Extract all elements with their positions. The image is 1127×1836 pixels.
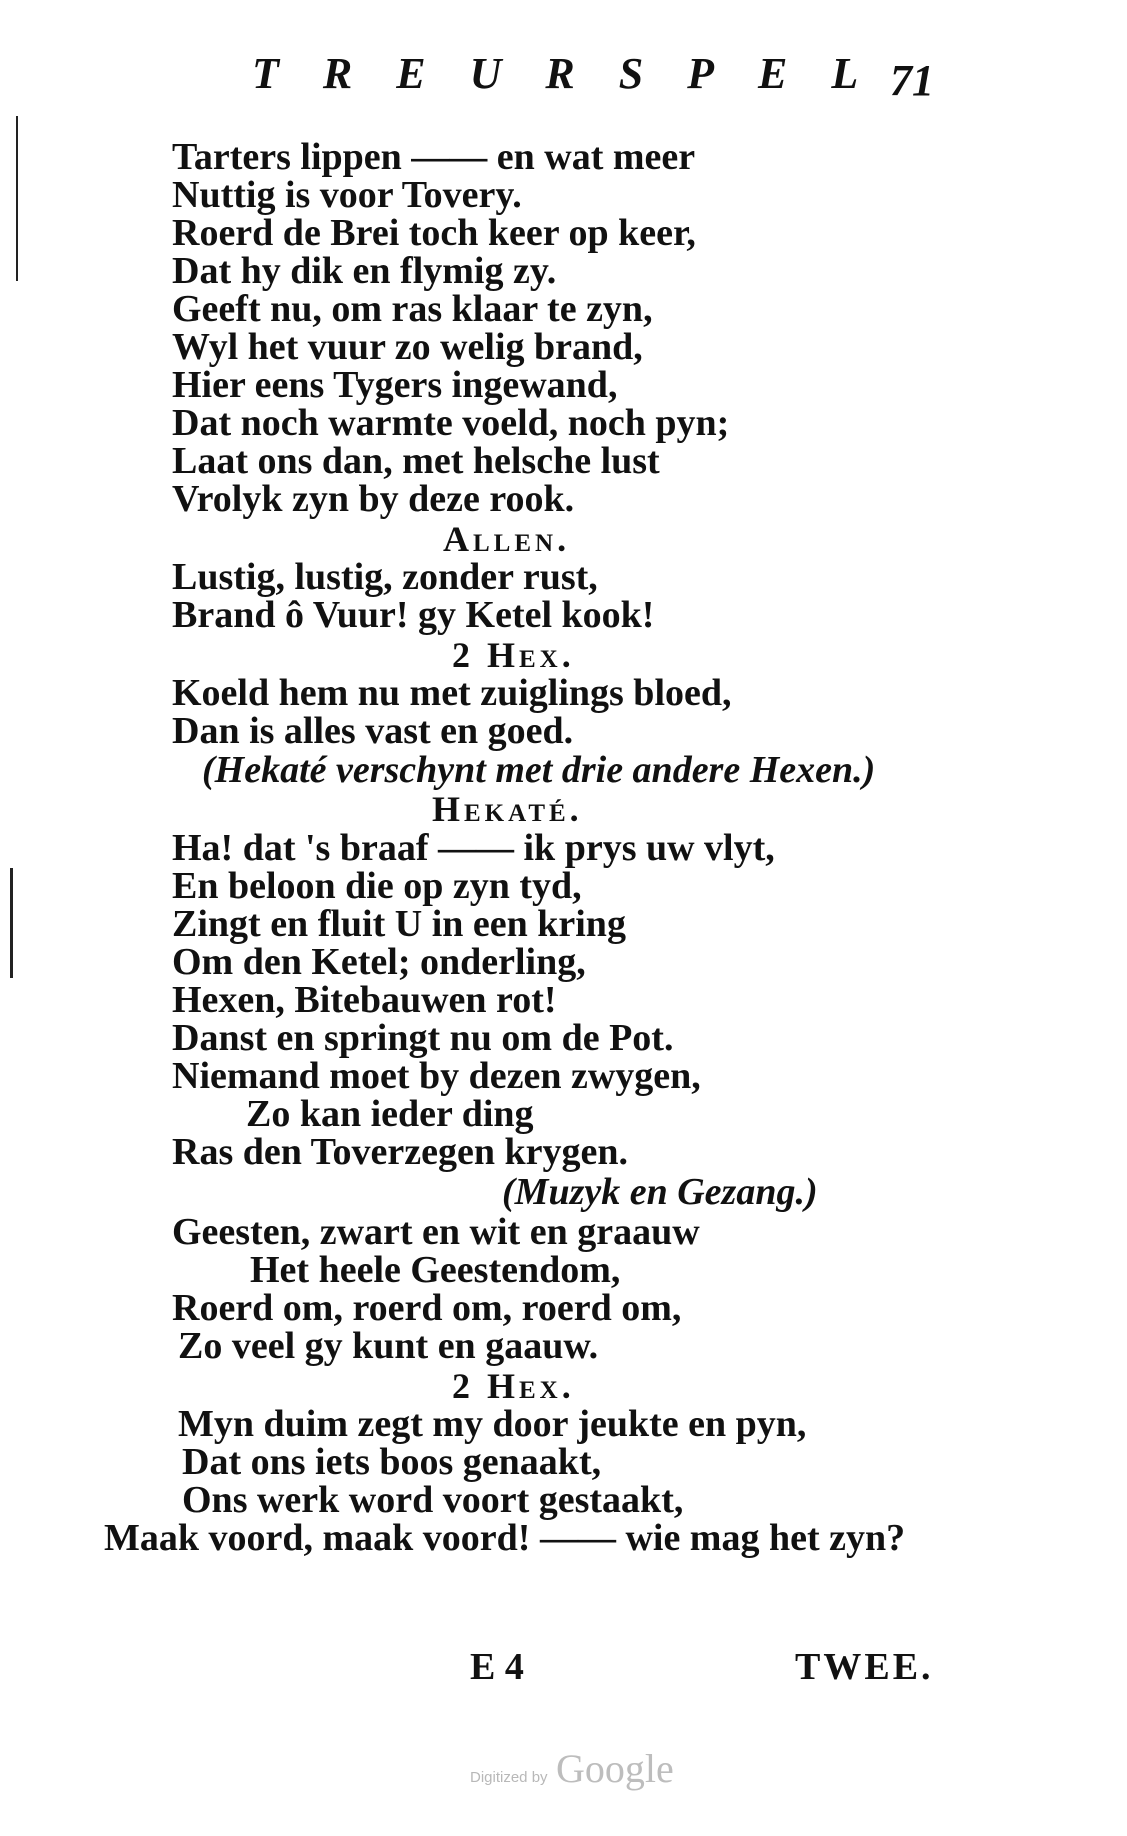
verse-line: Dat noch warmte voeld, noch pyn; [172, 402, 730, 444]
stage-direction: (Muzyk en Gezang.) [502, 1171, 818, 1213]
running-head: TREURSPEL [252, 49, 903, 98]
verse-line: Zo kan ieder ding [246, 1093, 534, 1135]
watermark-prefix: Digitized by [470, 1769, 548, 1786]
verse-line: Vrolyk zyn by deze rook. [172, 478, 575, 520]
margin-mark [10, 868, 13, 978]
margin-mark [16, 116, 18, 281]
signature-mark: E 4 [470, 1646, 524, 1688]
verse-line: Dan is alles vast en goed. [172, 710, 574, 752]
verse-line: Maak voord, maak voord! —— wie mag het zyn? [104, 1517, 906, 1559]
verse-line: Ons werk word voort gestaakt, [182, 1479, 684, 1521]
speaker-heading: 2 Hex. [452, 1366, 575, 1406]
verse-line: Myn duim zegt my door jeukte en pyn, [178, 1403, 807, 1445]
verse-line: Danst en springt nu om de Pot. [172, 1017, 674, 1059]
speaker-heading: Allen. [443, 519, 571, 559]
verse-line: En beloon die op zyn tyd, [172, 865, 582, 907]
stage-direction: (Hekaté verschynt met drie andere Hexen.) [202, 749, 876, 791]
watermark-brand: Google [556, 1746, 674, 1791]
verse-line: Het heele Geestendom, [250, 1249, 621, 1291]
verse-line: Roerd de Brei toch keer op keer, [172, 212, 696, 254]
verse-line: Laat ons dan, met helsche lust [172, 440, 660, 482]
verse-line: Dat ons iets boos genaakt, [182, 1441, 602, 1483]
verse-line: Hier eens Tygers ingewand, [172, 364, 618, 406]
verse-line: Dat hy dik en flymig zy. [172, 250, 557, 292]
verse-line: Lustig, lustig, zonder rust, [172, 556, 598, 598]
verse-line: Ha! dat 's braaf —— ik prys uw vlyt, [172, 827, 775, 869]
verse-line: Zo veel gy kunt en gaauw. [178, 1325, 599, 1367]
verse-line: Zingt en fluit U in een kring [172, 903, 626, 945]
verse-line: Niemand moet by dezen zwygen, [172, 1055, 701, 1097]
verse-line: Roerd om, roerd om, roerd om, [172, 1287, 682, 1329]
verse-line: Om den Ketel; onderling, [172, 941, 586, 983]
verse-line: Ras den Toverzegen krygen. [172, 1131, 628, 1173]
verse-line: Tarters lippen —— en wat meer [172, 136, 696, 178]
verse-line: Koeld hem nu met zuiglings bloed, [172, 672, 732, 714]
verse-line: Nuttig is voor Tovery. [172, 174, 522, 216]
digitization-watermark [470, 1745, 674, 1792]
verse-line: Wyl het vuur zo welig brand, [172, 326, 643, 368]
verse-line: Hexen, Bitebauwen rot! [172, 979, 557, 1021]
speaker-heading: Hekaté. [432, 789, 583, 829]
verse-line: Brand ô Vuur! gy Ketel kook! [172, 594, 655, 636]
speaker-heading: 2 Hex. [452, 635, 575, 675]
page-number: 71 [890, 56, 934, 105]
verse-line: Geesten, zwart en wit en graauw [172, 1211, 700, 1253]
catchword: TWEE. [795, 1646, 934, 1688]
verse-line: Geeft nu, om ras klaar te zyn, [172, 288, 653, 330]
